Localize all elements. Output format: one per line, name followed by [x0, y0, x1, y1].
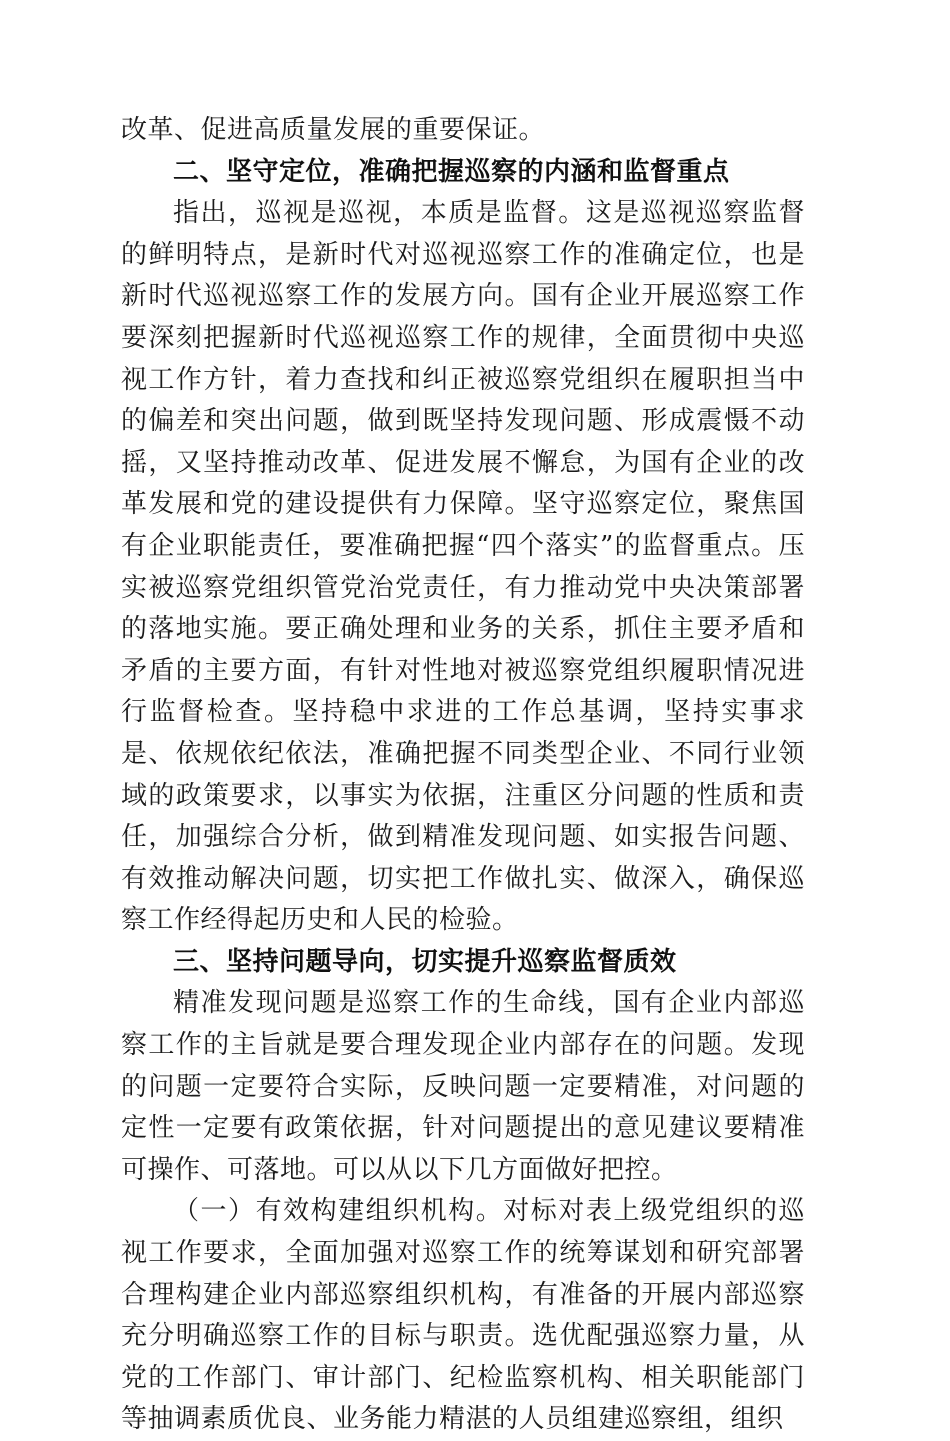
- document-body: [121, 110, 805, 1441]
- body-paragraph: 指出，巡视是巡视，本质是监督。这是巡视巡察监督的鲜明特点，是新时代对巡视巡察工作的准确定位，也是新时代巡视巡察工作的发展方向。国有企业开展巡察工作要深刻把握新时代巡视巡察工作的规律，全面贯彻中央巡视工作方针，着力查找和纠正被巡察党组织在履职担当中的偏差和突出问题，做到既坚持发现问题、形成震慑不动摇，又坚持推动改革、促进发展不懈怠，为国有企业的改革发展和党的建设提供有力保障。坚守巡察定位，聚焦国有企业职能责任，要准确把握“四个落实”的监督重点。压实被巡察党组织管党治党责任，有力推动党中央决策部署的落地实施。要正确处理和业务的关系，抓住主要矛盾和矛盾的主要方面，有针对性地对被巡察党组织履职情况进行监督检查。坚持稳中求进的工作总基调，坚持实事求是、依规依纪依法，准确把握不同类型企业、不同行业领域的政策要求，以事实为依据，注重区分问题的性质和责任，加强综合分析，做到精准发现问题、如实报告问题、有效推动解决问题，切实把工作做扎实、做深入，确保巡察工作经得起历史和人民的检验。: [121, 198, 805, 936]
- section-heading-3: 三、坚持问题导向，切实提升巡察监督质效: [173, 946, 677, 977]
- section-heading-2: 二、坚守定位，准确把握巡察的内涵和监督重点: [173, 156, 730, 187]
- body-paragraph-continuation: 改革、促进高质量发展的重要保证。: [121, 115, 546, 145]
- sub-item-paragraph: [121, 1191, 805, 1441]
- sub-item-text: 对标对表上级党组织的巡视工作要求，全面加强对巡察工作的统筹谋划和研究部署合理构建企业内部巡察组织机构，有准备的开展内部巡察充分明确巡察工作的目标与职责。选优配强巡察力量，从党的工作部门、审计部门、纪检监察机构、相关职能部门等抽调素质优良、业务能力精湛的人员组建巡察组，组织: [121, 1196, 805, 1435]
- sub-item-lead: （一）有效构建组织机构。: [173, 1196, 504, 1227]
- body-paragraph: 精准发现问题是巡察工作的生命线，国有企业内部巡察工作的主旨就是要合理发现企业内部存在的问题。发现的问题一定要符合实际，反映问题一定要精准，对问题的定性一定要有政策依据，针对问题提出的意见建议要精准可操作、可落地。可以从以下几方面做好把控。: [121, 988, 805, 1185]
